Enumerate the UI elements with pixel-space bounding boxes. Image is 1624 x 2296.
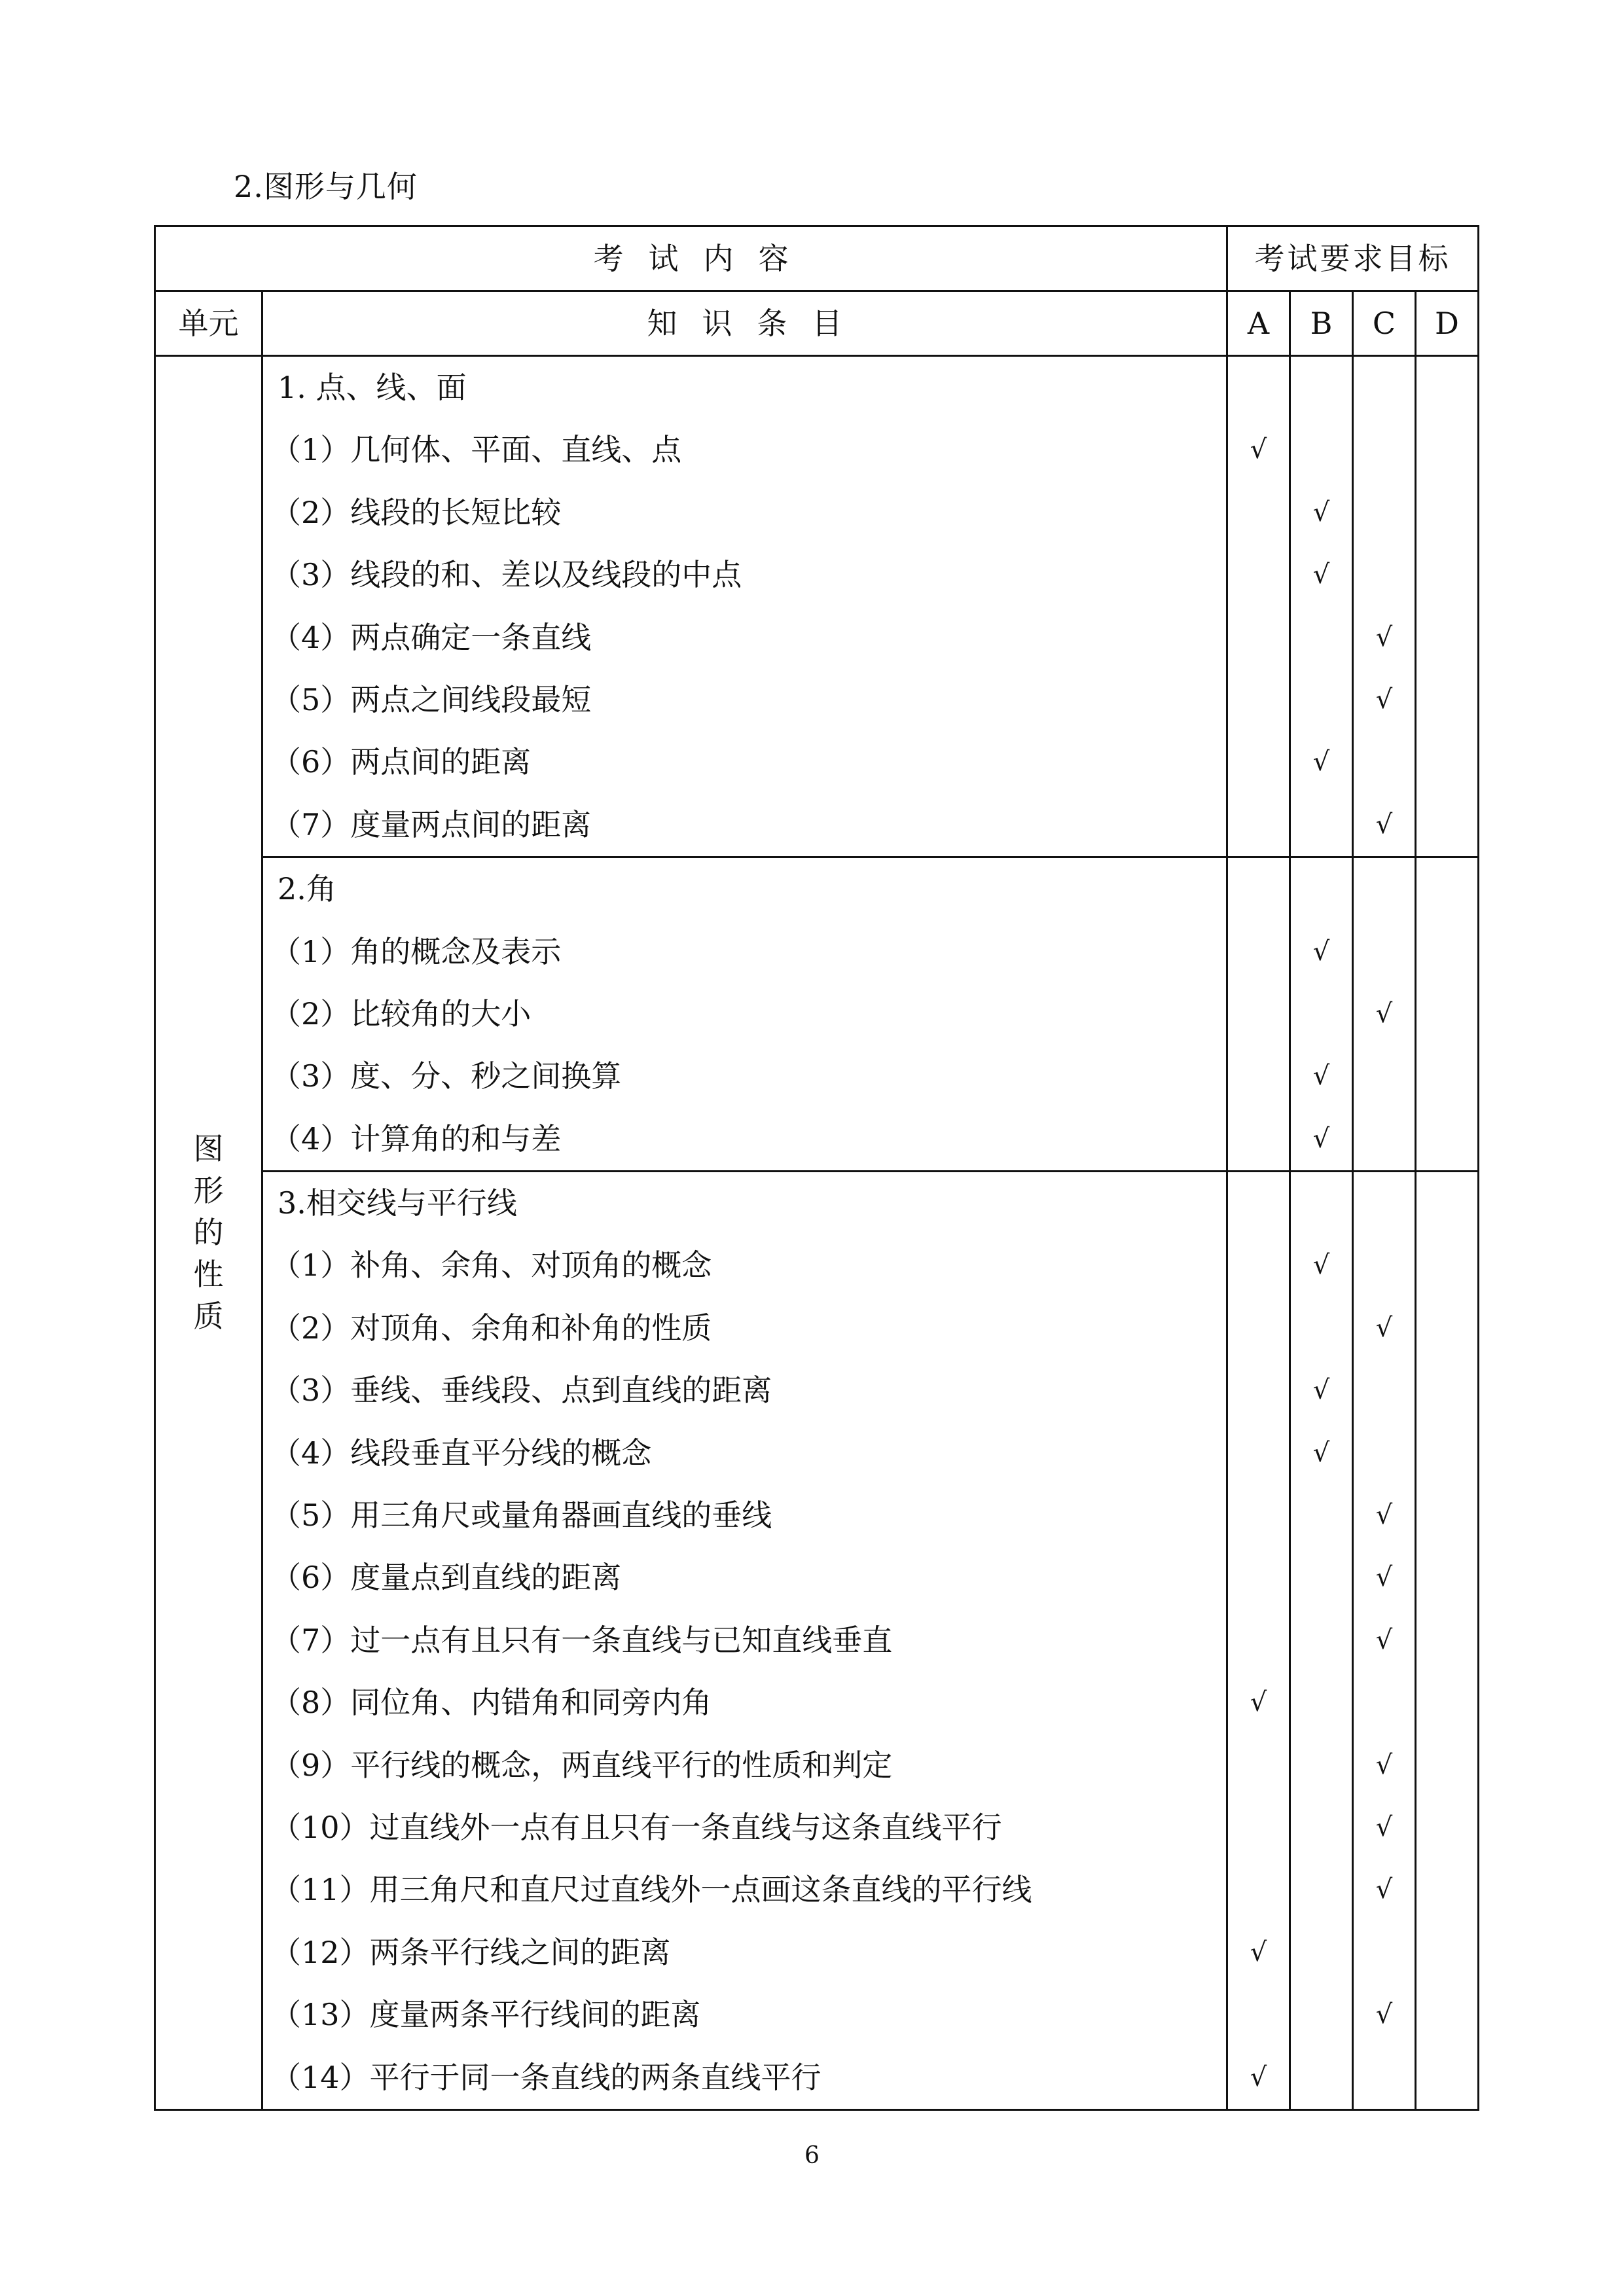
knowledge-item: （13）度量两条平行线间的距离	[271, 1997, 701, 2033]
exam-requirements-table	[154, 225, 1479, 2111]
mark-slot	[1291, 357, 1352, 419]
check-mark: √	[1312, 560, 1330, 590]
check-mark: √	[1312, 747, 1330, 778]
knowledge-item: （1）角的概念及表示	[271, 933, 562, 969]
mark-slot	[1354, 1172, 1415, 1234]
mark-slot	[1416, 1922, 1477, 1984]
mark-slot	[1291, 669, 1352, 731]
mark-slot	[1228, 794, 1289, 856]
knowledge-item: （6）度量点到直线的距离	[271, 1560, 622, 1596]
mark-slot	[1354, 419, 1415, 481]
check-mark: √	[1375, 1874, 1393, 1905]
level-a-cell	[1227, 1172, 1290, 2110]
mark-slot	[1228, 858, 1289, 920]
knowledge-item: （4）两点确定一条直线	[271, 619, 592, 655]
mark-slot	[1416, 1045, 1477, 1107]
mark-slot	[1228, 1734, 1289, 1797]
knowledge-item: （6）两点间的距离	[271, 744, 532, 780]
mark-slot	[1416, 858, 1477, 920]
mark-slot	[1291, 983, 1352, 1045]
knowledge-item: （1）几何体、平面、直线、点	[271, 432, 682, 468]
mark-slot	[1228, 544, 1289, 606]
mark-slot	[1416, 1172, 1477, 1234]
check-mark: √	[1312, 497, 1330, 528]
mark-slot	[1291, 1734, 1352, 1797]
mark-slot	[1416, 1672, 1477, 1734]
mark-slot	[1291, 1547, 1352, 1609]
level-a-cell	[1227, 857, 1290, 1172]
mark-slot	[1416, 1797, 1477, 1859]
mark-slot	[1228, 482, 1289, 544]
table-body	[155, 356, 1479, 2110]
check-mark: √	[1375, 622, 1393, 653]
mark-slot	[1354, 544, 1415, 606]
knowledge-item: （4）线段垂直平分线的概念	[271, 1435, 652, 1471]
check-mark: √	[1312, 1375, 1330, 1406]
page-number: 6	[804, 2142, 820, 2169]
check-mark: √	[1375, 1749, 1393, 1780]
mark-slot	[1416, 1297, 1477, 1359]
mark-slot	[1228, 357, 1289, 419]
mark-slot	[1354, 1922, 1415, 1984]
mark-slot	[1416, 1547, 1477, 1609]
knowledge-item: （5）两点之间线段最短	[271, 681, 592, 717]
mark-slot	[1416, 2047, 1477, 2109]
unit-name: 图形的性质	[193, 1131, 224, 1335]
mark-slot	[1228, 1172, 1289, 1234]
group-content-cell	[262, 1172, 1227, 2110]
group-title: 2.角	[278, 871, 336, 907]
header-row-1	[155, 226, 1479, 291]
mark-slot	[1228, 669, 1289, 731]
header-unit: 单元	[155, 291, 262, 356]
mark-slot	[1416, 482, 1477, 544]
mark-slot	[1291, 419, 1352, 481]
mark-slot	[1416, 983, 1477, 1045]
check-mark: √	[1250, 2062, 1267, 2092]
mark-slot	[1416, 1234, 1477, 1297]
mark-slot	[1416, 794, 1477, 856]
level-d-cell	[1416, 857, 1479, 1172]
header-level-a: A	[1227, 291, 1290, 356]
mark-slot	[1416, 357, 1477, 419]
check-mark: √	[1375, 998, 1393, 1029]
check-mark: √	[1250, 435, 1267, 465]
mark-slot	[1228, 983, 1289, 1045]
level-b-cell	[1290, 857, 1353, 1172]
knowledge-item: （5）用三角尺或量角器画直线的垂线	[271, 1498, 772, 1534]
mark-slot	[1291, 858, 1352, 920]
knowledge-item: （8）同位角、内错角和同旁内角	[271, 1685, 712, 1721]
group-content-cell	[262, 356, 1227, 857]
mark-slot	[1291, 794, 1352, 856]
header-exam-content-label: 考试内容	[593, 241, 814, 276]
mark-slot	[1354, 1359, 1415, 1422]
knowledge-item: （12）两条平行线之间的距离	[271, 1934, 671, 1970]
mark-slot	[1416, 731, 1477, 793]
mark-slot	[1228, 1609, 1289, 1672]
mark-slot	[1291, 1484, 1352, 1547]
mark-slot	[1416, 419, 1477, 481]
unit-cell	[155, 356, 262, 2110]
mark-slot	[1354, 731, 1415, 793]
mark-slot	[1291, 1984, 1352, 2046]
mark-slot	[1354, 921, 1415, 983]
mark-slot	[1291, 1297, 1352, 1359]
header-level-d: D	[1416, 291, 1479, 356]
mark-slot	[1228, 1234, 1289, 1297]
knowledge-item: （1）补角、余角、对顶角的概念	[271, 1247, 712, 1283]
group-title: 3.相交线与平行线	[278, 1185, 517, 1221]
knowledge-item: （7）度量两点间的距离	[271, 806, 592, 842]
knowledge-item: （4）计算角的和与差	[271, 1121, 562, 1157]
mark-slot	[1416, 1734, 1477, 1797]
mark-slot	[1291, 2047, 1352, 2109]
group-row	[155, 857, 1479, 1172]
mark-slot	[1416, 607, 1477, 669]
check-mark: √	[1375, 684, 1393, 715]
check-mark: √	[1312, 936, 1330, 967]
mark-slot	[1228, 607, 1289, 669]
mark-slot	[1354, 2047, 1415, 2109]
mark-slot	[1354, 357, 1415, 419]
check-mark: √	[1312, 1250, 1330, 1281]
level-b-cell	[1290, 1172, 1353, 2110]
mark-slot	[1354, 482, 1415, 544]
mark-slot	[1416, 669, 1477, 731]
mark-slot	[1291, 1922, 1352, 1984]
mark-slot	[1228, 921, 1289, 983]
mark-slot	[1291, 1859, 1352, 1921]
check-mark: √	[1375, 1312, 1393, 1343]
knowledge-item: （14）平行于同一条直线的两条直线平行	[271, 2059, 821, 2095]
knowledge-item: （11）用三角尺和直尺过直线外一点画这条直线的平行线	[271, 1872, 1032, 1908]
section-heading: 2.图形与几何	[234, 169, 418, 204]
check-mark: √	[1375, 1500, 1393, 1531]
mark-slot	[1354, 1422, 1415, 1484]
mark-slot	[1354, 1672, 1415, 1734]
mark-slot	[1354, 1108, 1415, 1170]
mark-slot	[1354, 1234, 1415, 1297]
mark-slot	[1416, 1859, 1477, 1921]
knowledge-item: （3）线段的和、差以及线段的中点	[271, 557, 742, 593]
mark-slot	[1228, 1797, 1289, 1859]
mark-slot	[1291, 1172, 1352, 1234]
level-b-cell	[1290, 356, 1353, 857]
mark-slot	[1291, 1797, 1352, 1859]
knowledge-item: （3）垂线、垂线段、点到直线的距离	[271, 1372, 772, 1408]
knowledge-item: （3）度、分、秒之间换算	[271, 1058, 622, 1094]
level-d-cell	[1416, 356, 1479, 857]
check-mark: √	[1312, 1123, 1330, 1154]
mark-slot	[1291, 607, 1352, 669]
header-exam-content	[155, 226, 1227, 291]
check-mark: √	[1375, 1624, 1393, 1655]
group-row	[155, 356, 1479, 857]
mark-slot	[1228, 1859, 1289, 1921]
group-content-cell	[262, 857, 1227, 1172]
mark-slot	[1416, 1609, 1477, 1672]
level-a-cell	[1227, 356, 1290, 857]
mark-slot	[1416, 544, 1477, 606]
mark-slot	[1416, 1984, 1477, 2046]
header-row-2	[155, 291, 1479, 356]
level-c-cell	[1353, 857, 1416, 1172]
header-knowledge-items-label: 知识条目	[647, 306, 867, 341]
group-row	[155, 1172, 1479, 2110]
group-title: 1. 点、线、面	[278, 370, 467, 405]
check-mark: √	[1250, 1687, 1267, 1718]
mark-slot	[1228, 1484, 1289, 1547]
header-exam-requirement-label: 考试要求目标	[1254, 241, 1451, 276]
level-c-cell	[1353, 1172, 1416, 2110]
mark-slot	[1416, 921, 1477, 983]
mark-slot	[1416, 1359, 1477, 1422]
mark-slot	[1354, 1045, 1415, 1107]
mark-slot	[1416, 1108, 1477, 1170]
mark-slot	[1291, 1672, 1352, 1734]
check-mark: √	[1250, 1937, 1267, 1967]
mark-slot	[1228, 1045, 1289, 1107]
mark-slot	[1228, 1108, 1289, 1170]
check-mark: √	[1375, 1562, 1393, 1593]
header-level-b: B	[1290, 291, 1353, 356]
mark-slot	[1228, 731, 1289, 793]
knowledge-item: （2）比较角的大小	[271, 996, 532, 1031]
level-d-cell	[1416, 1172, 1479, 2110]
mark-slot	[1291, 1609, 1352, 1672]
knowledge-item: （2）对顶角、余角和补角的性质	[271, 1310, 712, 1346]
knowledge-item: （10）过直线外一点有且只有一条直线与这条直线平行	[271, 1809, 1002, 1845]
mark-slot	[1228, 1297, 1289, 1359]
mark-slot	[1416, 1422, 1477, 1484]
knowledge-item: （7）过一点有且只有一条直线与已知直线垂直	[271, 1622, 893, 1658]
mark-slot	[1228, 1359, 1289, 1422]
mark-slot	[1416, 1484, 1477, 1547]
header-knowledge-items	[262, 291, 1227, 356]
check-mark: √	[1312, 1061, 1330, 1092]
header-exam-requirement	[1227, 226, 1479, 291]
knowledge-item: （9）平行线的概念，两直线平行的性质和判定	[271, 1747, 893, 1783]
mark-slot	[1354, 858, 1415, 920]
mark-slot	[1228, 1547, 1289, 1609]
check-mark: √	[1375, 2000, 1393, 2030]
header-level-c: C	[1353, 291, 1416, 356]
knowledge-item: （2）线段的长短比较	[271, 494, 562, 530]
check-mark: √	[1375, 809, 1393, 840]
check-mark: √	[1312, 1437, 1330, 1468]
check-mark: √	[1375, 1812, 1393, 1842]
mark-slot	[1228, 1422, 1289, 1484]
level-c-cell	[1353, 356, 1416, 857]
mark-slot	[1228, 1984, 1289, 2046]
